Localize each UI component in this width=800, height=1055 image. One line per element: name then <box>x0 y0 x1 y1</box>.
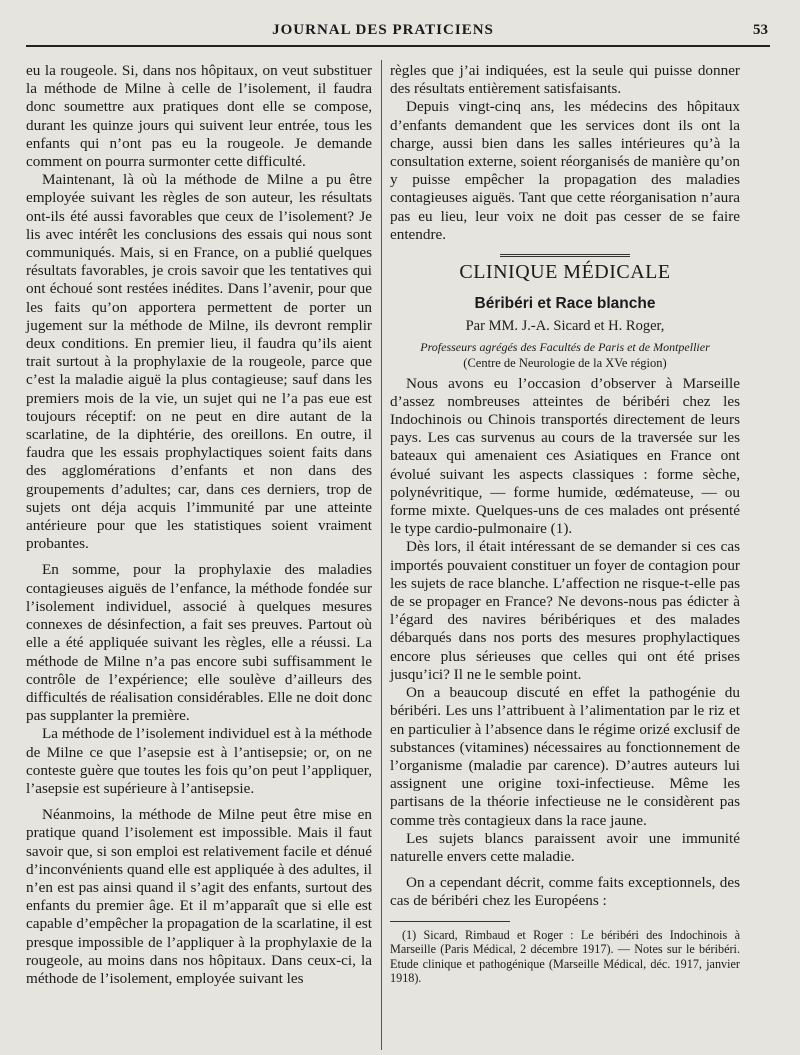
header-rule <box>26 45 770 47</box>
footnote: (1) Sicard, Rimbaud et Roger : Le béribéri des Indochinois à Marseille (Paris Médical, 2 décembre 1917). — Notes sur le béribéri. Etude clinique et pathogénique (Marseille Médical, déc. 1917, janvier 1918). <box>390 927 740 986</box>
page-header <box>26 0 768 50</box>
page-number: 53 <box>753 22 768 38</box>
right-paragraph-3: Nous avons eu l’occasion d’observer à Marseille d’assez nombreuses atteintes de béribéri chez les Indochinois ou Chinois transportés directement de leurs pays. Les cas survenus au cours de la traversée sur les bateaux qui amenaient ces Asiatiques en France ont évolué suivant les aspects classiques : forme sèche, polynévritique, — forme humide, œdémateuse, — ou forme mixte. Quelques-uns de ces malades ont présenté le type cardio-pulmonaire (1). <box>390 374 740 538</box>
section-title: CLINIQUE MÉDICALE <box>459 261 671 284</box>
left-paragraph-3: En somme, pour la prophylaxie des maladies contagieuses aiguës de l’enfance, la méthode fondée sur l’isolement individuel, associé à quelques mesures connexes de désinfection, a fait ses preuves. Partout où elle a été appliquée suivant les règles, elle a réussi. La méthode de Milne n’a pas encore subi suffisamment le contrôle de l’expérience; elle soulève d’ailleurs des difficultés de réalisation considérables. Elle ne doit donc pas supplanter la première. <box>26 561 372 725</box>
section-separator <box>500 254 630 257</box>
article-title: Béribéri et Race blanche <box>474 295 656 313</box>
column-divider <box>381 60 382 1050</box>
right-paragraph-2: Depuis vingt-cinq ans, les médecins des hôpitaux d’enfants demandent que les services dont ils ont la charge, aussi bien dans les salles intérieures qu’à la consultation externe, soient réorganisés de manière qu’on y puisse empêcher la propagation des maladies contagieuses aiguës. Tant que cette réorganisation n’aura pas eu lieu, leur voix ne doit pas cesser de se faire entendre. <box>390 98 740 243</box>
right-paragraph-1: règles que j’ai indiquées, est la seule qui puisse donner des résultats entièrement satisfaisants. <box>390 62 740 98</box>
left-paragraph-4: La méthode de l’isolement individuel est à la méthode de Milne ce que l’asepsie est à l’antisepsie; or, on ne conteste guère que toutes les fois qu’on peut l’appliquer, l’asepsie est supérieure à l’antisepsie. <box>26 725 372 797</box>
neurology-center: (Centre de Neurologie de la XVe région) <box>463 355 667 370</box>
right-paragraph-5: On a beaucoup discuté en effet la pathogénie du béribéri. Les uns l’attribuent à l’alimentation par le riz et en particulier à l’absence dans le régime orizé exclusif de substances (vitamines) nécessaires au fonctionnement de l’organisme (maladie par carence). D’autres auteurs lui assignent une origine toxi-infectieuse. Même les partisans de la théorie infectieuse ne le considèrent pas comme très contagieux dans la race jaune. <box>390 684 740 829</box>
journal-title: JOURNAL DES PRATICIENS <box>272 22 494 38</box>
left-paragraph-1: eu la rougeole. Si, dans nos hôpitaux, on veut substituer la méthode de Milne à celle de l’isolement, il faudra donc soumettre aux pratiques dont elle se compose, durant les quinze jours qui suivent leur entrée, tous les enfants qui n’ont pas eu la rougeole. Je demande comment on pourra surmonter cette difficulté. <box>26 62 372 171</box>
right-paragraph-4: Dès lors, il était intéressant de se demander si ces cas importés pouvaient constituer un foyer de contagion pour les sujets de race blanche. L’affection ne risque-t-elle pas de se propager en France? Ne devons-nous pas édicter à l’égard des navires béribériques et des malades débarqués dans nos ports des mesures prophylactiques encore plus sérieuses que celles qui ont été prises jusqu’ici? Il ne le semble point. <box>390 538 740 683</box>
left-column <box>26 62 372 988</box>
left-paragraph-2: Maintenant, là où la méthode de Milne a pu être employée suivant les règles de son auteur, les résultats ont-ils été aussi favorables que ceux de l’isolement? Je lis avec intérêt les conclusions des essais qui nous sont communiqués. Mais, si en France, on a publié quelques résultats favorables, je crois savoir que les tentatives qui ont échoué sont restées inédites. Dans l’avenir, pour que les faits qu’on apportera permettent de porter un jugement sur la méthode de Milne, ils devront remplir deux conditions. En premier lieu, il faudra qu’ils aient trait surtout à la prophylaxie de la rougeole, parce que c’est la maladie aiguë la plus contagieuse; sauf dans les premiers mois de la vie, un sujet qui ne l’a pas eue est toujours réceptif: on ne peut en dire autant de la scarlatine, de la diphtérie, des oreillons. En outre, il faudra que les essais prophylactiques soient faits dans des agglomérations d’enfants et non dans des groupements d’adultes; car, dans ces derniers, trop de sujets ont déja acquis l’immunité par une atteinte antérieure pour que les statistiques soient vraiment probantes. <box>26 171 372 553</box>
article-authors: Par MM. J.-A. Sicard et H. Roger, <box>465 318 665 335</box>
footnote-rule <box>390 921 510 922</box>
right-paragraph-6: Les sujets blancs paraissent avoir une immunité naturelle envers cette maladie. <box>390 829 740 865</box>
left-paragraph-5: Néanmoins, la méthode de Milne peut être mise en pratique quand l’isolement est impossible. Mais il faut savoir que, si son emploi est relativement facile et dénué d’inconvénients quand elle est appliquée à des adultes, il n’en est pas ainsi quand il s’agit des enfants, surtout des enfants du premier âge. Et il m’apparaît que si elle est capable d’empêcher la propagation de la scarlatine, il est presque impossible de l’appliquer à la prophylaxie de la rougeole, au moins dans nos hôpitaux. Dans ceux-ci, la méthode de l’isolement, employée suivant les <box>26 806 372 987</box>
right-column <box>390 62 740 986</box>
author-affiliation: Professeurs agrégés des Facultés de Paris et de Montpellier <box>420 339 710 354</box>
right-paragraph-7: On a cependant décrit, comme faits exceptionnels, des cas de béribéri chez les Européens : <box>390 874 740 910</box>
